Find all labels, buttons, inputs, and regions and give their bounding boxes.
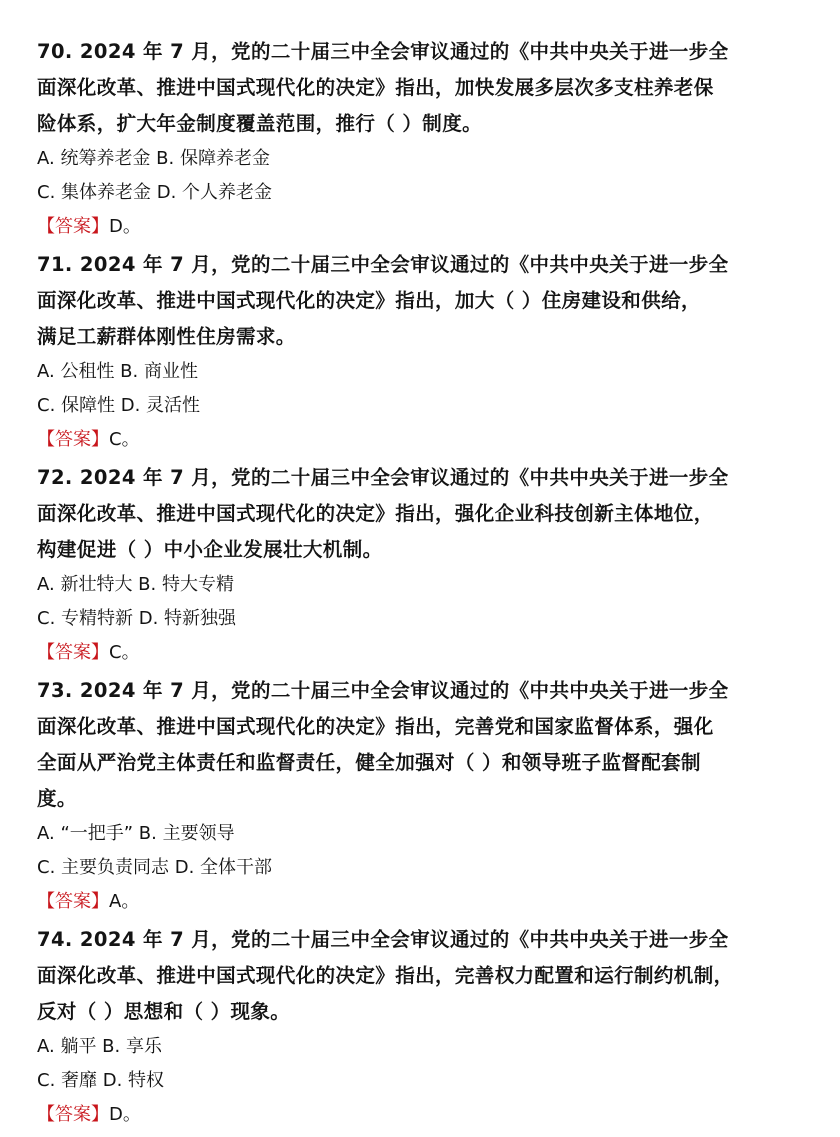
question-block	[37, 673, 817, 919]
answer-label: 【答案】	[37, 642, 109, 663]
question-block	[37, 922, 817, 1132]
question-text-line: 全面从严治党主体责任和监督责任，健全加强对（ ）和领导班子监督配套制	[37, 751, 701, 774]
option-line: A. 公租性 B. 商业性	[37, 361, 198, 382]
option-line: C. 保障性 D. 灵活性	[37, 395, 201, 416]
question-text-line: 反对（ ）思想和（ ）现象。	[37, 1000, 291, 1023]
answer-label: 【答案】	[37, 429, 109, 450]
answer-label: 【答案】	[37, 891, 109, 912]
question-text-line: 72. 2024 年 7 月，党的二十届三中全会审议通过的《中共中央关于进一步全	[37, 466, 729, 489]
question-text-line: 面深化改革、推进中国式现代化的决定》指出，强化企业科技创新主体地位，	[37, 502, 714, 525]
question-text-line: 险体系，扩大年金制度覆盖范围，推行（ ）制度。	[37, 112, 482, 135]
option-line: C. 奢靡 D. 特权	[37, 1070, 165, 1091]
answer-line	[37, 885, 817, 919]
option-line: A. 躺平 B. 享乐	[37, 1036, 162, 1057]
answer-label: 【答案】	[37, 1104, 109, 1125]
answer-value: C。	[109, 642, 140, 663]
answer-value: A。	[109, 891, 140, 912]
option-line: C. 专精特新 D. 特新独强	[37, 608, 237, 629]
answer-line	[37, 423, 817, 457]
question-block	[37, 247, 817, 457]
answer-value: D。	[109, 1104, 141, 1125]
question-text-line: 构建促进（ ）中小企业发展壮大机制。	[37, 538, 383, 561]
answer-value: D。	[109, 216, 141, 237]
option-line: C. 主要负责同志 D. 全体干部	[37, 857, 273, 878]
question-text-line: 面深化改革、推进中国式现代化的决定》指出，完善党和国家监督体系，强化	[37, 715, 714, 738]
question-document	[37, 34, 817, 1135]
question-text-line: 面深化改革、推进中国式现代化的决定》指出，完善权力配置和运行制约机制，	[37, 964, 734, 987]
question-text-line: 70. 2024 年 7 月，党的二十届三中全会审议通过的《中共中央关于进一步全	[37, 40, 729, 63]
option-line: A. 新壮特大 B. 特大专精	[37, 574, 234, 595]
answer-label: 【答案】	[37, 216, 109, 237]
answer-value: C。	[109, 429, 140, 450]
option-line: A. “一把手” B. 主要领导	[37, 823, 235, 844]
question-block	[37, 460, 817, 670]
option-line: C. 集体养老金 D. 个人养老金	[37, 182, 273, 203]
question-text-line: 面深化改革、推进中国式现代化的决定》指出，加大（ ）住房建设和供给，	[37, 289, 701, 312]
answer-line	[37, 210, 817, 244]
question-text-line: 满足工薪群体刚性住房需求。	[37, 325, 296, 348]
question-text-line: 74. 2024 年 7 月，党的二十届三中全会审议通过的《中共中央关于进一步全	[37, 928, 729, 951]
question-text-line: 73. 2024 年 7 月，党的二十届三中全会审议通过的《中共中央关于进一步全	[37, 679, 729, 702]
answer-line	[37, 636, 817, 670]
question-text-line: 71. 2024 年 7 月，党的二十届三中全会审议通过的《中共中央关于进一步全	[37, 253, 729, 276]
answer-line	[37, 1098, 817, 1132]
question-block	[37, 34, 817, 244]
option-line: A. 统筹养老金 B. 保障养老金	[37, 148, 270, 169]
question-text-line: 面深化改革、推进中国式现代化的决定》指出，加快发展多层次多支柱养老保	[37, 76, 714, 99]
question-text-line: 度。	[37, 787, 77, 810]
